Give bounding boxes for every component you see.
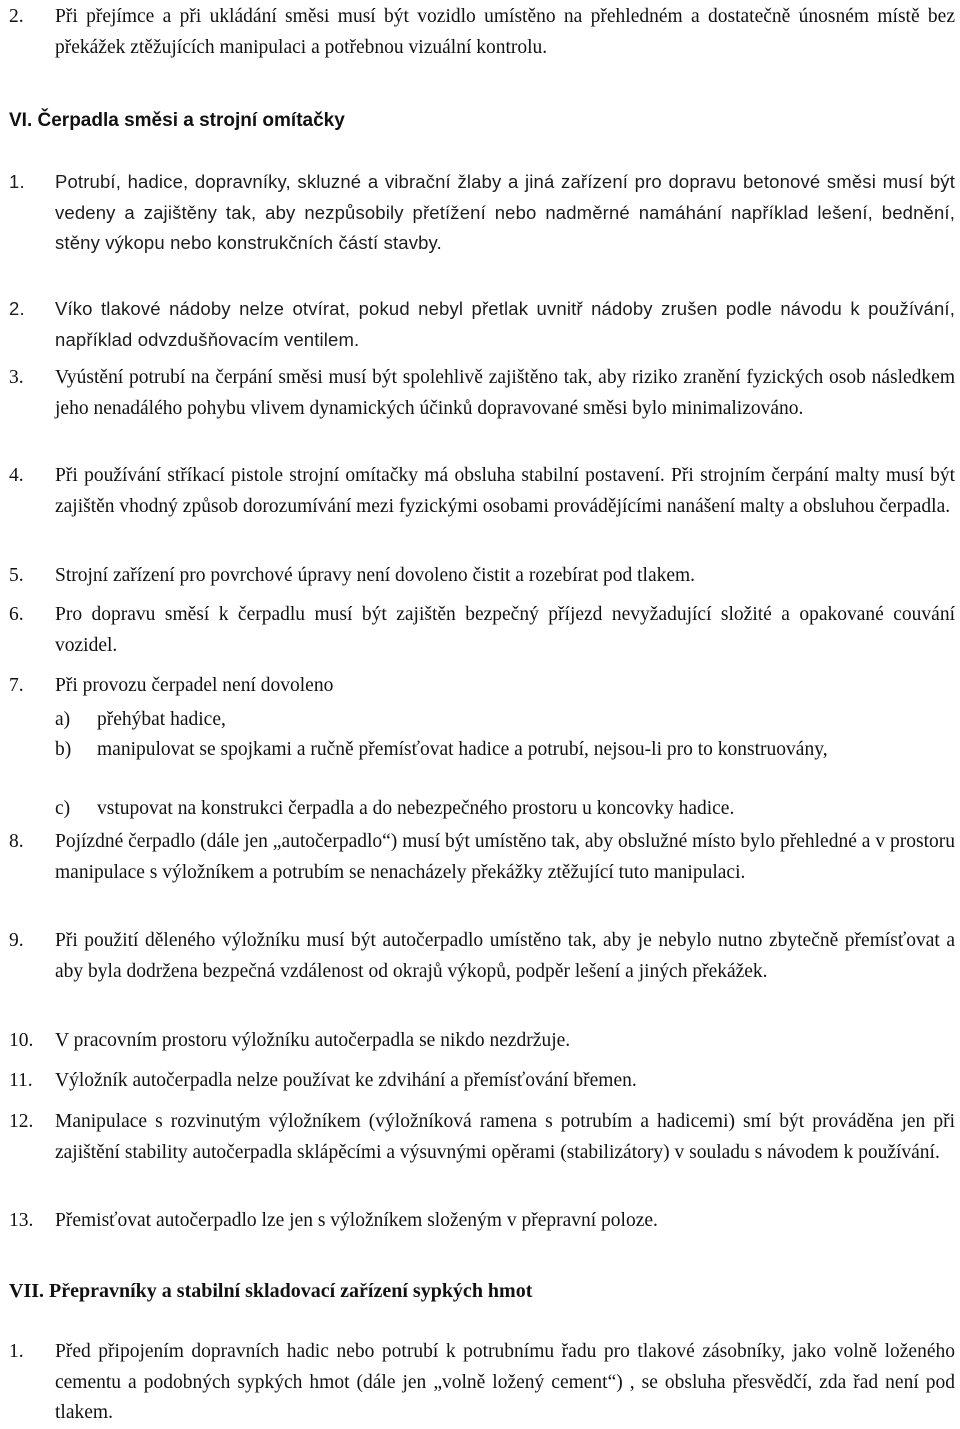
sub-list-item (55, 735, 955, 766)
item-number: 9. (9, 930, 24, 951)
list-item (9, 1026, 955, 1057)
list-item (9, 363, 955, 424)
item-number: 2. (9, 6, 24, 27)
item-text: Vyústění potrubí na čerpání směsi musí být spolehlivě zajištěno tak, aby riziko zranění fyzických osob následkem jeho nenadálého pohybu vlivem dynamických účinků dopravované směsi bylo minimalizováno. (55, 367, 955, 419)
section-heading-vii: VII. Přepravníky a stabilní skladovací zařízení sypkých hmot (9, 1280, 533, 1302)
sub-item-letter: b) (55, 739, 72, 760)
list-item (9, 1066, 955, 1097)
item-number: 10. (9, 1030, 34, 1051)
list-item (9, 561, 955, 592)
section-heading-vi: VI. Čerpadla směsi a strojní omítačky (9, 110, 345, 131)
sub-item-text: přehýbat hadice, (97, 709, 226, 730)
item-number: 5. (9, 565, 24, 586)
item-number: 12. (9, 1111, 34, 1132)
item-text: Přemisťovat autočerpadlo lze jen s výložníkem složeným v přepravní poloze. (55, 1210, 658, 1231)
list-item (9, 294, 955, 355)
list-item (9, 461, 955, 522)
item-number: 6. (9, 604, 24, 625)
item-text: Před připojením dopravních hadic nebo potrubí k potrubnímu řadu pro tlakové zásobníky, jako volně loženého cementu a podobných sypkých hmot (dále jen „volně ložený cement“) , se obsluha přesvědčí, zda řad není pod tlakem. (55, 1341, 955, 1423)
item-number: 1. (9, 171, 25, 192)
item-text: Manipulace s rozvinutým výložníkem (výložníková ramena s potrubím a hadicemi) smí být prováděna jen při zajištění stability autočerpadla sklápěcími a výsuvnými opěrami (stabilizátory) v souladu s návodem k používání. (55, 1111, 955, 1163)
list-item (9, 1206, 955, 1237)
sub-item-text: manipulovat se spojkami a ručně přemísťovat hadice a potrubí, nejsou-li pro to konstruovány, (97, 739, 828, 760)
item-text: Při provozu čerpadel není dovoleno (55, 675, 334, 696)
item-number: 3. (9, 367, 24, 388)
item-number: 1. (9, 1341, 24, 1362)
sub-list-item (55, 794, 955, 825)
sub-list-item (55, 705, 955, 736)
list-item (9, 2, 955, 63)
list-item (9, 1107, 955, 1168)
item-number: 7. (9, 675, 24, 696)
item-text: Potrubí, hadice, dopravníky, skluzné a vibrační žlaby a jiná zařízení pro dopravu betonové směsi musí být vedeny a zajištěny tak, aby nezpůsobily přetížení nebo nadměrné namáhání například lešení, bednění, stěny výkopu nebo konstrukčních částí stavby. (55, 171, 955, 253)
item-number: 11. (9, 1070, 33, 1091)
item-text: Při používání stříkací pistole strojní omítačky má obsluha stabilní postavení. Při strojním čerpání malty musí být zajištěn vhodný způsob dorozumívání mezi fyzickými osobami provádějícími nanášení malty a obsluhou čerpadla. (55, 465, 955, 517)
list-item (9, 1337, 955, 1429)
item-text: Výložník autočerpadla nelze používat ke zdvihání a přemísťování břemen. (55, 1070, 637, 1091)
item-text: Pojízdné čerpadlo (dále jen „autočerpadlo“) musí být umístěno tak, aby obslužné místo bylo přehledné a v prostoru manipulace s výložníkem a potrubím se nenacházely překážky ztěžující tuto manipulaci. (55, 831, 955, 883)
item-text: Při použití děleného výložníku musí být autočerpadlo umístěno tak, aby je nebylo nutno zbytečně přemísťovat a aby byla dodržena bezpečná vzdálenost od okrajů výkopů, podpěr lešení a jiných překážek. (55, 930, 955, 982)
list-item (9, 926, 955, 987)
item-number: 13. (9, 1210, 34, 1231)
item-text: Strojní zařízení pro povrchové úpravy není dovoleno čistit a rozebírat pod tlakem. (55, 565, 696, 586)
list-item (9, 600, 955, 661)
item-text: Při přejímce a při ukládání směsi musí být vozidlo umístěno na přehledném a dostatečně únosném místě bez překážek ztěžujících manipulaci a potřebnou vizuální kontrolu. (55, 6, 955, 58)
list-item (9, 167, 955, 259)
item-text: Pro dopravu směsí k čerpadlu musí být zajištěn bezpečný příjezd nevyžadující složité a opakované couvání vozidel. (55, 604, 955, 656)
sub-item-letter: a) (55, 709, 71, 730)
item-number: 8. (9, 831, 24, 852)
item-text: Víko tlakové nádoby nelze otvírat, pokud nebyl přetlak uvnitř nádoby zrušen podle návodu k používání, například odvzdušňovacím ventilem. (55, 298, 955, 350)
item-text: V pracovním prostoru výložníku autočerpadla se nikdo nezdržuje. (55, 1030, 571, 1051)
sub-item-text: vstupovat na konstrukci čerpadla a do nebezpečného prostoru u koncovky hadice. (97, 798, 735, 819)
item-number: 2. (9, 298, 25, 319)
sub-item-letter: c) (55, 798, 71, 819)
item-number: 4. (9, 465, 24, 486)
list-item (9, 671, 955, 702)
list-item (9, 827, 955, 888)
